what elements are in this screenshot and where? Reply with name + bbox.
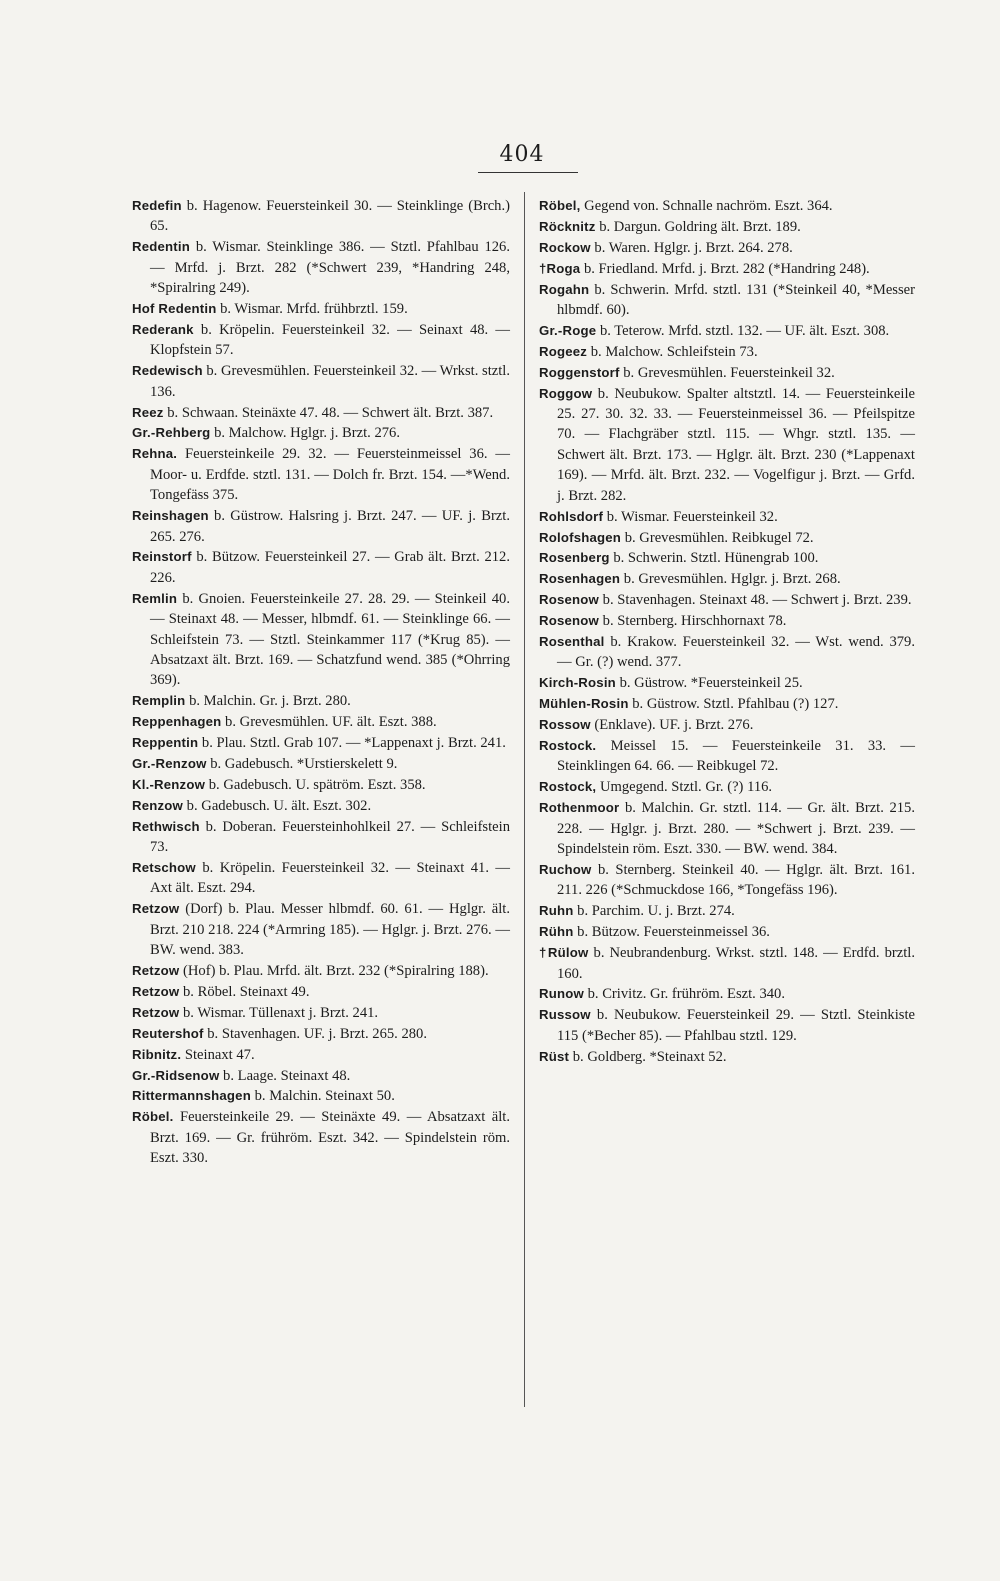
entry-place-name: Rüst (539, 1048, 570, 1064)
entry-description: b. Gadebusch. *Urstierskelett 9. (206, 755, 398, 772)
entry-place-name: Rittermannshagen (132, 1088, 251, 1104)
index-entry (539, 715, 915, 735)
right-column (539, 196, 915, 1068)
index-entry (539, 528, 915, 548)
entry-description: b. Wismar. Steinklinge 386. — Stztl. Pfahlbau 126. — Mrfd. j. Brzt. 282 (*Schwert 239, *Handring 248, *Spiralring 249). (150, 239, 510, 297)
index-entry (539, 280, 915, 321)
entry-place-name: Rothenmoor (539, 800, 620, 816)
entry-description: b. Plau. Stztl. Grab 107. — *Lappenaxt j. Brzt. 241. (198, 735, 506, 752)
index-entry (132, 712, 510, 732)
index-entry (539, 569, 915, 589)
entry-place-name: Röbel. (132, 1109, 174, 1125)
entry-description: b. Crivitz. Gr. frühröm. Eszt. 340. (583, 986, 785, 1003)
index-entry (132, 961, 510, 981)
entry-place-name: Röcknitz (539, 218, 596, 234)
index-entry (539, 922, 915, 942)
index-entry (132, 796, 510, 816)
index-entry (539, 694, 915, 714)
entry-place-name: Redewisch (132, 363, 203, 379)
entry-description: b. Grevesmühlen. Hglgr. j. Brzt. 268. (620, 571, 841, 588)
entry-place-name: Ruchow (539, 862, 592, 877)
entry-place-name: Reinshagen (132, 508, 209, 524)
entry-place-name: Russow (539, 1007, 591, 1023)
entry-description: Gegend von. Schnalle nachröm. Eszt. 364. (580, 198, 833, 214)
entry-description: b. Doberan. Feuersteinhohlkeil 27. — Schleifstein 73. (150, 818, 510, 856)
entry-place-name: Rohlsdorf (539, 508, 604, 524)
entry-description: b. Neubukow. Feuersteinkeil 29. — Stztl. Steinkiste 115 (*Becher 85). — Pfahlbau stztl. 129. (557, 1007, 915, 1044)
entry-place-name: Retzow (132, 1004, 180, 1020)
entry-place-name: Ribnitz. (132, 1046, 182, 1062)
index-entry (539, 590, 915, 610)
index-entry (539, 632, 915, 673)
entry-description: b. Grevesmühlen. Feuersteinkeil 32. (619, 364, 835, 381)
index-entry (132, 547, 510, 588)
entry-description: b. Röbel. Steinaxt 49. (179, 983, 310, 1000)
entry-place-name: Retzow (132, 963, 180, 979)
entry-place-name: Rederank (132, 321, 194, 337)
entry-place-name: Rosenow (539, 592, 600, 608)
entry-description: b. Schwaan. Steinäxte 47. 48. — Schwert ält. Brzt. 387. (163, 404, 494, 421)
entry-place-name: Gr.-Renzow (132, 755, 207, 771)
entry-place-name: Rogeez (539, 343, 588, 359)
entry-place-name: Redefin (132, 198, 182, 213)
entry-description: b. Hagenow. Feuersteinkeil 30. — Steinklinge (Brch.) 65. (150, 198, 510, 235)
index-entry (132, 899, 510, 960)
index-entry (539, 384, 915, 506)
index-entry (539, 321, 915, 341)
entry-description: b. Malchow. Schleifstein 73. (587, 343, 758, 360)
index-entry (539, 548, 915, 568)
entry-place-name: Rühn (539, 924, 574, 940)
entry-place-name: Rossow (539, 717, 591, 733)
entry-description: (Enklave). UF. j. Brzt. 276. (590, 717, 754, 734)
entry-place-name: Gr.-Roge (539, 322, 597, 338)
entry-description: b. Gadebusch. U. ält. Eszt. 302. (183, 797, 372, 814)
entry-place-name: Mühlen-Rosin (539, 696, 629, 712)
entry-place-name: Runow (539, 986, 584, 1002)
entry-description: Meissel 15. — Feuersteinkeile 31. 33. — Steinklingen 64. 66. — Reibkugel 72. (557, 738, 915, 775)
entry-description: b. Sternberg. Hirschhornaxt 78. (599, 613, 787, 630)
index-entry (132, 196, 510, 237)
entry-place-name: Gr.-Rehberg (132, 425, 211, 441)
index-entry (132, 320, 510, 361)
entry-place-name: Ruhn (539, 903, 574, 919)
index-entry (539, 901, 915, 921)
entry-place-name: Remplin (132, 693, 186, 709)
entry-description: b. Parchim. U. j. Brzt. 274. (573, 903, 735, 920)
page-number-rule (478, 172, 578, 173)
entry-description: b. Gnoien. Feuersteinkeile 27. 28. 29. — Steinkeil 40. — Steinaxt 48. — Messer, hlbmdf. 61. — Steinklinge 66. — Schleifstein 73. — Stztl. Steinkammer 117 (*Krug 85). — Absatzaxt ält. Brzt. 169. — Schatzfund wend. 385 (*Ohrring 369). (150, 590, 510, 689)
entry-place-name: Reinstorf (132, 549, 192, 565)
entry-place-name: Retschow (132, 860, 196, 875)
entry-description: Steinaxt 47. (181, 1046, 255, 1063)
entry-place-name: Rosenhagen (539, 571, 621, 587)
index-entry (539, 984, 915, 1004)
entry-place-name: Rogahn (539, 281, 590, 297)
entry-description: b. Grevesmühlen. Feuersteinkeil 32. — Wrkst. stztl. 136. (150, 363, 510, 400)
entry-description: b. Goldberg. *Steinaxt 52. (569, 1048, 727, 1065)
entry-description: b. Güstrow. *Feuersteinkeil 25. (615, 675, 803, 692)
index-entry (132, 1045, 510, 1065)
entry-description: b. Wismar. Mrfd. frühbrztl. 159. (216, 301, 408, 318)
entry-description: Feuersteinkeile 29. 32. — Feuersteinmeissel 36. — Moor- u. Erdfde. stztl. 131. — Dolch fr. Brzt. 154. —*Wend. Tongefäss 375. (150, 446, 510, 504)
index-entry (539, 342, 915, 362)
index-entry (132, 817, 510, 858)
entry-description: b. Gadebusch. U. spätröm. Eszt. 358. (205, 776, 426, 793)
column-divider (524, 192, 525, 1407)
entry-description: b. Grevesmühlen. UF. ält. Eszt. 388. (221, 714, 437, 731)
index-entry (132, 858, 510, 899)
index-entry (539, 1005, 915, 1046)
entry-description: b. Teterow. Mrfd. stztl. 132. — UF. ält. Eszt. 308. (596, 322, 890, 339)
entry-place-name: †Rülow (539, 945, 589, 961)
entry-description: b. Wismar. Tüllenaxt j. Brzt. 241. (179, 1004, 379, 1021)
entry-place-name: Rosenberg (539, 550, 610, 566)
entry-description: b. Schwerin. Stztl. Hünengrab 100. (609, 550, 819, 567)
entry-place-name: Roggow (539, 385, 593, 401)
index-entry (132, 237, 510, 298)
entry-place-name: Kl.-Renzow (132, 776, 206, 792)
entry-place-name: Hof Redentin (132, 301, 217, 317)
index-entry (539, 611, 915, 631)
entry-place-name: Rosenthal (539, 634, 605, 650)
index-entry (132, 754, 510, 774)
index-entry (132, 444, 510, 505)
index-entry (132, 1107, 510, 1168)
entry-description: b. Kröpelin. Feuersteinkeil 32. — Steinaxt 41. — Axt ält. Eszt. 294. (150, 860, 510, 897)
entry-place-name: Kirch-Rosin (539, 675, 616, 691)
index-entry (132, 982, 510, 1002)
entry-place-name: Rethwisch (132, 818, 200, 834)
index-entry (132, 361, 510, 402)
entry-place-name: Rockow (539, 239, 591, 255)
index-entry (539, 507, 915, 527)
entry-description: b. Laage. Steinaxt 48. (219, 1067, 351, 1084)
entry-place-name: Reppenhagen (132, 714, 222, 730)
index-entry (132, 1024, 510, 1044)
entry-place-name: Röbel, (539, 198, 581, 213)
entry-place-name: Reppentin (132, 735, 199, 751)
entry-description: b. Wismar. Feuersteinkeil 32. (603, 508, 778, 525)
entry-description: b. Neubrandenburg. Wrkst. stztl. 148. — Erdfd. brztl. 160. (557, 945, 915, 982)
entry-place-name: Reutershof (132, 1025, 204, 1041)
entry-description: b. Stavenhagen. Steinaxt 48. — Schwert j. Brzt. 239. (599, 592, 912, 609)
entry-description: b. Bützow. Feuersteinkeil 27. — Grab ält. Brzt. 212. 226. (150, 549, 510, 586)
entry-place-name: Rosenow (539, 613, 600, 629)
entry-place-name: Rehna. (132, 446, 178, 462)
entry-description: b. Neubukow. Spalter altstztl. 14. — Feuersteinkeile 25. 27. 30. 32. 33. — Feuersteinmeissel 36. — Pfeilspitze 70. — Flachgräber stztl. 115. — Whgr. stztl. 135. — Schwert ält. Brzt. 173. — Hglgr. ält. Brzt. 230 (*Lappenaxt 169). — Mrfd. ält. Brzt. 232. — Vogelfigur j. Brzt. — Grfd. j. Brzt. 282. (557, 385, 915, 504)
entry-description: b. Sternberg. Steinkeil 40. — Hglgr. ält. Brzt. 161. 211. 226 (*Schmuckdose 166, *Tongefäss 196). (557, 862, 915, 899)
index-entry (539, 673, 915, 693)
left-column (132, 196, 510, 1169)
index-entry (132, 423, 510, 443)
index-entry (539, 238, 915, 258)
index-entry (539, 196, 915, 216)
index-entry (132, 299, 510, 319)
index-entry (132, 733, 510, 753)
entry-description: b. Bützow. Feuersteinmeissel 36. (573, 924, 770, 941)
entry-description: Feuersteinkeile 29. — Steinäxte 49. — Absatzaxt ält. Brzt. 169. — Gr. frühröm. Eszt. 342. — Spindelstein röm. Eszt. 330. (150, 1109, 510, 1167)
entry-place-name: Rostock, (539, 779, 597, 795)
entry-place-name: Remlin (132, 590, 178, 606)
index-entry (539, 777, 915, 797)
entry-place-name: †Roga (539, 260, 581, 276)
entry-description: b. Friedland. Mrfd. j. Brzt. 282 (*Handring 248). (580, 260, 870, 277)
index-entry (132, 691, 510, 711)
index-entry (539, 860, 915, 901)
entry-place-name: Roggenstorf (539, 364, 620, 380)
index-entry (539, 1047, 915, 1067)
entry-place-name: Reez (132, 404, 164, 420)
index-entry (539, 943, 915, 984)
entry-place-name: Rolofshagen (539, 529, 622, 545)
entry-description: b. Malchin. Steinaxt 50. (250, 1088, 395, 1105)
index-entry (539, 798, 915, 859)
entry-description: b. Malchow. Hglgr. j. Brzt. 276. (210, 425, 400, 442)
index-entry (132, 1086, 510, 1106)
page-number: 404 (499, 142, 545, 167)
index-entry (132, 403, 510, 423)
entry-place-name: Rostock. (539, 738, 597, 754)
entry-place-name: Retzow (132, 901, 180, 917)
entry-description: (Dorf) b. Plau. Messer hlbmdf. 60. 61. — Hglgr. ält. Brzt. 210 218. 224 (*Armring 185). — Hglgr. j. Brzt. 276. — BW. wend. 383. (150, 901, 510, 959)
entry-description: b. Krakow. Feuersteinkeil 32. — Wst. wend. 379. — Gr. (?) wend. 377. (557, 634, 915, 671)
index-entry (132, 775, 510, 795)
index-entry (132, 506, 510, 547)
entry-description: (Hof) b. Plau. Mrfd. ält. Brzt. 232 (*Spiralring 188). (179, 963, 489, 980)
entry-description: b. Malchin. Gr. j. Brzt. 280. (185, 693, 351, 710)
entry-place-name: Redentin (132, 239, 191, 255)
index-entry (539, 217, 915, 237)
entry-description: b. Güstrow. Stztl. Pfahlbau (?) 127. (628, 696, 839, 713)
entry-place-name: Renzow (132, 797, 184, 813)
entry-description: b. Malchin. Gr. stztl. 114. — Gr. ält. Brzt. 215. 228. — Hglgr. j. Brzt. 280. — *Schwert j. Brzt. 239. — Spindelstein röm. Eszt. 330. — BW. wend. 384. (557, 800, 915, 858)
entry-description: b. Schwerin. Mrfd. stztl. 131 (*Steinkeil 40, *Messer hlbmdf. 60). (557, 281, 915, 319)
entry-description: b. Grevesmühlen. Reibkugel 72. (621, 529, 814, 546)
entry-description: b. Dargun. Goldring ält. Brzt. 189. (595, 218, 801, 235)
entry-place-name: Gr.-Ridsenow (132, 1067, 220, 1083)
entry-description: b. Kröpelin. Feuersteinkeil 32. — Seinaxt 48. — Klopfstein 57. (150, 321, 510, 359)
entry-description: Umgegend. Stztl. Gr. (?) 116. (596, 779, 773, 796)
index-entry (539, 736, 915, 777)
entry-description: b. Waren. Hglgr. j. Brzt. 264. 278. (590, 239, 793, 256)
entry-place-name: Retzow (132, 983, 180, 999)
index-entry (539, 259, 915, 279)
index-entry (132, 589, 510, 691)
entry-description: b. Güstrow. Halsring j. Brzt. 247. — UF. j. Brzt. 265. 276. (150, 508, 510, 545)
index-entry (132, 1066, 510, 1086)
index-entry (539, 363, 915, 383)
index-entry (132, 1003, 510, 1023)
entry-description: b. Stavenhagen. UF. j. Brzt. 265. 280. (203, 1025, 427, 1042)
